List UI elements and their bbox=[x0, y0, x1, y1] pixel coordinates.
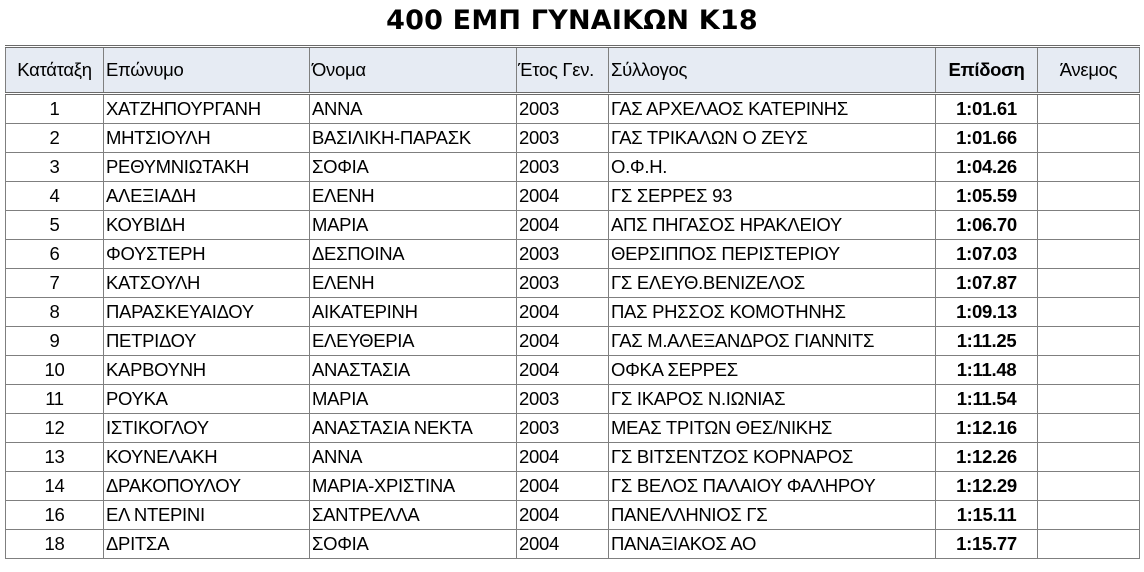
table-row bbox=[6, 530, 1140, 559]
cell-club: ΠΑΣ ΡΗΣΣΟΣ ΚΟΜΟΤΗΝΗΣ bbox=[609, 298, 936, 327]
cell-performance: 1:01.61 bbox=[936, 94, 1038, 124]
cell-wind bbox=[1038, 182, 1140, 211]
cell-wind bbox=[1038, 153, 1140, 182]
cell-wind bbox=[1038, 124, 1140, 153]
cell-wind bbox=[1038, 472, 1140, 501]
cell-performance: 1:11.54 bbox=[936, 385, 1038, 414]
cell-club: ΓΑΣ ΑΡΧΕΛΑΟΣ ΚΑΤΕΡΙΝΗΣ bbox=[609, 94, 936, 124]
cell-club: ΠΑΝΕΛΛΗΝΙΟΣ ΓΣ bbox=[609, 501, 936, 530]
cell-rank: 6 bbox=[6, 240, 104, 269]
cell-rank: 3 bbox=[6, 153, 104, 182]
cell-rank: 1 bbox=[6, 94, 104, 124]
table-row bbox=[6, 153, 1140, 182]
cell-name: ΕΛΕΝΗ bbox=[310, 269, 517, 298]
cell-club: ΓΑΣ ΤΡΙΚΑΛΩΝ Ο ΖΕΥΣ bbox=[609, 124, 936, 153]
cell-wind bbox=[1038, 327, 1140, 356]
cell-year: 2004 bbox=[517, 530, 609, 559]
cell-performance: 1:12.16 bbox=[936, 414, 1038, 443]
cell-year: 2003 bbox=[517, 153, 609, 182]
table-row bbox=[6, 94, 1140, 124]
cell-year: 2004 bbox=[517, 443, 609, 472]
cell-name: ΜΑΡΙΑ bbox=[310, 385, 517, 414]
table-row bbox=[6, 240, 1140, 269]
cell-performance: 1:01.66 bbox=[936, 124, 1038, 153]
cell-rank: 5 bbox=[6, 211, 104, 240]
cell-surname: ΠΕΤΡΙΔΟΥ bbox=[104, 327, 310, 356]
cell-name: ΣΑΝΤΡΕΛΛΑ bbox=[310, 501, 517, 530]
table-body bbox=[6, 94, 1140, 559]
cell-performance: 1:07.03 bbox=[936, 240, 1038, 269]
cell-wind bbox=[1038, 240, 1140, 269]
cell-performance: 1:15.11 bbox=[936, 501, 1038, 530]
cell-year: 2004 bbox=[517, 356, 609, 385]
cell-name: ΔΕΣΠΟΙΝΑ bbox=[310, 240, 517, 269]
cell-year: 2004 bbox=[517, 182, 609, 211]
cell-rank: 14 bbox=[6, 472, 104, 501]
cell-surname: ΜΗΤΣΙΟΥΛΗ bbox=[104, 124, 310, 153]
table-row bbox=[6, 269, 1140, 298]
cell-club: ΑΠΣ ΠΗΓΑΣΟΣ ΗΡΑΚΛΕΙΟΥ bbox=[609, 211, 936, 240]
cell-rank: 2 bbox=[6, 124, 104, 153]
cell-club: ΓΣ ΣΕΡΡΕΣ 93 bbox=[609, 182, 936, 211]
cell-performance: 1:15.77 bbox=[936, 530, 1038, 559]
cell-name: ΕΛΕΥΘΕΡΙΑ bbox=[310, 327, 517, 356]
cell-rank: 18 bbox=[6, 530, 104, 559]
cell-rank: 8 bbox=[6, 298, 104, 327]
header-rank: Κατάταξη bbox=[6, 47, 104, 94]
cell-rank: 12 bbox=[6, 414, 104, 443]
cell-name: ΣΟΦΙΑ bbox=[310, 153, 517, 182]
table-row bbox=[6, 298, 1140, 327]
cell-rank: 9 bbox=[6, 327, 104, 356]
cell-wind bbox=[1038, 414, 1140, 443]
cell-surname: ΚΟΥΒΙΔΗ bbox=[104, 211, 310, 240]
cell-club: ΟΦΚΑ ΣΕΡΡΕΣ bbox=[609, 356, 936, 385]
table-row bbox=[6, 501, 1140, 530]
cell-surname: ΔΡΑΚΟΠΟΥΛΟΥ bbox=[104, 472, 310, 501]
cell-surname: ΑΛΕΞΙΑΔΗ bbox=[104, 182, 310, 211]
cell-club: ΠΑΝΑΞΙΑΚΟΣ ΑΟ bbox=[609, 530, 936, 559]
table-row bbox=[6, 182, 1140, 211]
cell-club: ΓΣ ΙΚΑΡΟΣ Ν.ΙΩΝΙΑΣ bbox=[609, 385, 936, 414]
cell-name: ΑΝΑΣΤΑΣΙΑ bbox=[310, 356, 517, 385]
table-row bbox=[6, 356, 1140, 385]
header-row bbox=[6, 47, 1140, 94]
cell-performance: 1:04.26 bbox=[936, 153, 1038, 182]
cell-rank: 7 bbox=[6, 269, 104, 298]
cell-year: 2003 bbox=[517, 269, 609, 298]
cell-surname: ΡΟΥΚΑ bbox=[104, 385, 310, 414]
cell-surname: ΕΛ ΝΤΕΡΙΝΙ bbox=[104, 501, 310, 530]
table-row bbox=[6, 472, 1140, 501]
cell-wind bbox=[1038, 385, 1140, 414]
cell-club: Ο.Φ.Η. bbox=[609, 153, 936, 182]
cell-wind bbox=[1038, 269, 1140, 298]
header-surname: Επώνυμο bbox=[104, 47, 310, 94]
table-row bbox=[6, 385, 1140, 414]
cell-wind bbox=[1038, 211, 1140, 240]
cell-wind bbox=[1038, 298, 1140, 327]
cell-wind bbox=[1038, 94, 1140, 124]
cell-name: ΑΝΑΣΤΑΣΙΑ ΝΕΚΤΑ bbox=[310, 414, 517, 443]
header-performance: Επίδοση bbox=[936, 47, 1038, 94]
cell-surname: ΡΕΘΥΜΝΙΩΤΑΚΗ bbox=[104, 153, 310, 182]
table-header bbox=[6, 47, 1140, 94]
cell-name: ΑΝΝΑ bbox=[310, 94, 517, 124]
cell-club: ΓΑΣ Μ.ΑΛΕΞΑΝΔΡΟΣ ΓΙΑΝΝΙΤΣ bbox=[609, 327, 936, 356]
table-row bbox=[6, 443, 1140, 472]
results-table bbox=[5, 45, 1140, 559]
table-row bbox=[6, 211, 1140, 240]
table-row bbox=[6, 124, 1140, 153]
cell-name: ΑΝΝΑ bbox=[310, 443, 517, 472]
header-wind: Άνεμος bbox=[1038, 47, 1140, 94]
cell-rank: 13 bbox=[6, 443, 104, 472]
cell-performance: 1:07.87 bbox=[936, 269, 1038, 298]
cell-surname: ΚΑΡΒΟΥΝΗ bbox=[104, 356, 310, 385]
cell-surname: ΚΟΥΝΕΛΑΚΗ bbox=[104, 443, 310, 472]
header-year: Έτος Γεν. bbox=[517, 47, 609, 94]
cell-name: ΕΛΕΝΗ bbox=[310, 182, 517, 211]
cell-name: ΑΙΚΑΤΕΡΙΝΗ bbox=[310, 298, 517, 327]
cell-year: 2003 bbox=[517, 414, 609, 443]
cell-wind bbox=[1038, 501, 1140, 530]
cell-name: ΣΟΦΙΑ bbox=[310, 530, 517, 559]
header-club: Σύλλογος bbox=[609, 47, 936, 94]
cell-year: 2004 bbox=[517, 501, 609, 530]
cell-year: 2004 bbox=[517, 327, 609, 356]
cell-performance: 1:12.29 bbox=[936, 472, 1038, 501]
cell-club: ΜΕΑΣ ΤΡΙΤΩΝ ΘΕΣ/ΝΙΚΗΣ bbox=[609, 414, 936, 443]
cell-wind bbox=[1038, 356, 1140, 385]
cell-club: ΓΣ ΕΛΕΥΘ.ΒΕΝΙΖΕΛΟΣ bbox=[609, 269, 936, 298]
cell-name: ΒΑΣΙΛΙΚΗ-ΠΑΡΑΣΚ bbox=[310, 124, 517, 153]
cell-performance: 1:11.25 bbox=[936, 327, 1038, 356]
cell-surname: ΧΑΤΖΗΠΟΥΡΓΑΝΗ bbox=[104, 94, 310, 124]
page-title: 400 ΕΜΠ ΓΥΝΑΙΚΩΝ Κ18 bbox=[386, 5, 758, 36]
cell-rank: 11 bbox=[6, 385, 104, 414]
cell-rank: 10 bbox=[6, 356, 104, 385]
cell-surname: ΚΑΤΣΟΥΛΗ bbox=[104, 269, 310, 298]
cell-wind bbox=[1038, 443, 1140, 472]
cell-year: 2004 bbox=[517, 298, 609, 327]
cell-performance: 1:09.13 bbox=[936, 298, 1038, 327]
cell-club: ΘΕΡΣΙΠΠΟΣ ΠΕΡΙΣΤΕΡΙΟΥ bbox=[609, 240, 936, 269]
cell-rank: 16 bbox=[6, 501, 104, 530]
cell-surname: ΔΡΙΤΣΑ bbox=[104, 530, 310, 559]
cell-year: 2004 bbox=[517, 211, 609, 240]
cell-year: 2003 bbox=[517, 240, 609, 269]
cell-performance: 1:11.48 bbox=[936, 356, 1038, 385]
cell-performance: 1:12.26 bbox=[936, 443, 1038, 472]
header-name: Όνομα bbox=[310, 47, 517, 94]
table-row bbox=[6, 327, 1140, 356]
cell-year: 2003 bbox=[517, 385, 609, 414]
cell-name: ΜΑΡΙΑ bbox=[310, 211, 517, 240]
cell-year: 2004 bbox=[517, 472, 609, 501]
cell-wind bbox=[1038, 530, 1140, 559]
cell-performance: 1:05.59 bbox=[936, 182, 1038, 211]
cell-rank: 4 bbox=[6, 182, 104, 211]
cell-performance: 1:06.70 bbox=[936, 211, 1038, 240]
table-row bbox=[6, 414, 1140, 443]
cell-surname: ΙΣΤΙΚΟΓΛΟΥ bbox=[104, 414, 310, 443]
cell-year: 2003 bbox=[517, 94, 609, 124]
cell-year: 2003 bbox=[517, 124, 609, 153]
cell-name: ΜΑΡΙΑ-ΧΡΙΣΤΙΝΑ bbox=[310, 472, 517, 501]
cell-club: ΓΣ ΒΕΛΟΣ ΠΑΛΑΙΟΥ ΦΑΛΗΡΟΥ bbox=[609, 472, 936, 501]
cell-club: ΓΣ ΒΙΤΣΕΝΤΖΟΣ ΚΟΡΝΑΡΟΣ bbox=[609, 443, 936, 472]
cell-surname: ΠΑΡΑΣΚΕΥΑΙΔΟΥ bbox=[104, 298, 310, 327]
cell-surname: ΦΟΥΣΤΕΡΗ bbox=[104, 240, 310, 269]
